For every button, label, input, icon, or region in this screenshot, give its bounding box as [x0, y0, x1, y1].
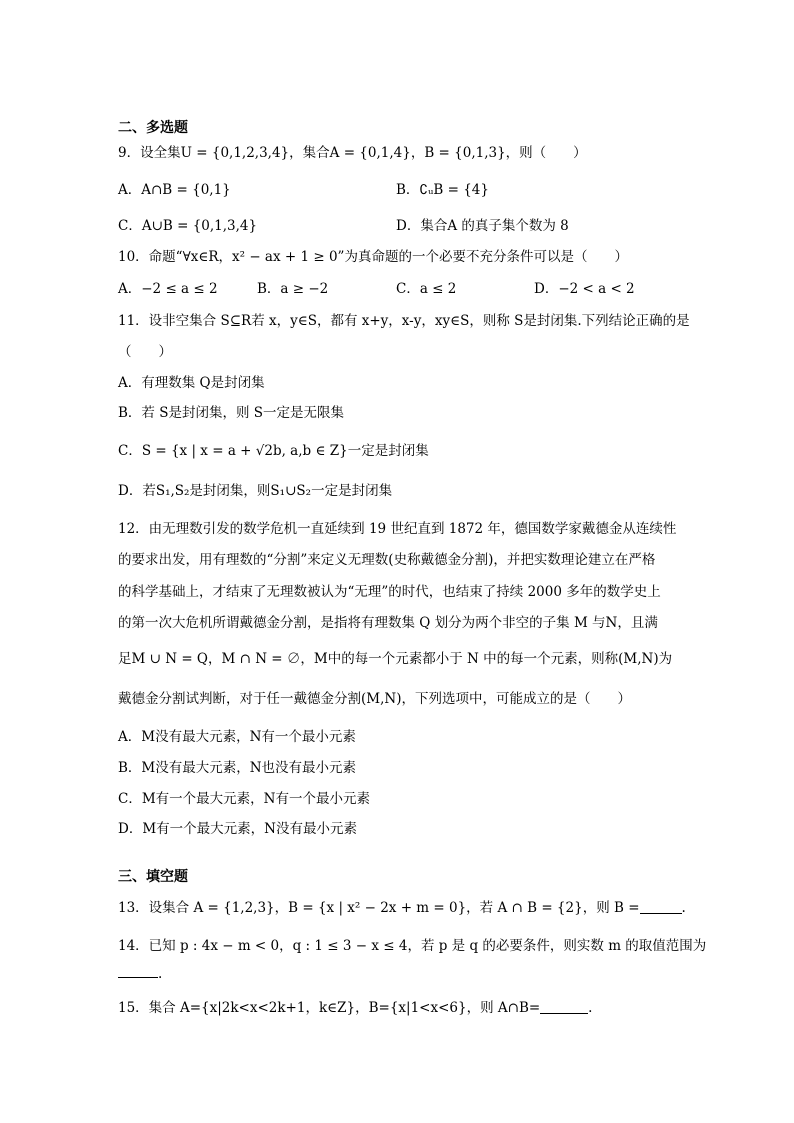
q14-text: 14．已知 p : 4x − m < 0，q : 1 ≤ 3 − x ≤ 4，若 p 是 q 的必要条件，则实数 m 的取值范围为 — [118, 938, 707, 954]
q13-answer-blank[interactable] — [640, 899, 682, 914]
q9-option-c: C．A∪B = {0,1,3,4} — [118, 218, 258, 234]
q12-line-4: 的第一次大危机所谓戴德金分割，是指将有理数集 Q 划分为两个非空的子集 M 与N，且满 — [118, 615, 658, 631]
q10-option-c: C．a ≤ 2 — [396, 281, 457, 297]
q11-stem: 11．设非空集合 S⊆R若 x，y∈S，都有 x+y，x-y，xy∈S，则称 S是封闭集.下列结论正确的是 — [118, 313, 690, 329]
q12-option-a: A．M没有最大元素，N有一个最小元素 — [118, 729, 356, 745]
q9-option-b: B．∁ᵤB = {4} — [396, 182, 489, 198]
q9-option-a: A．A∩B = {0,1} — [118, 182, 231, 198]
q10-option-d: D．−2 < a < 2 — [534, 281, 635, 297]
q15-period: . — [588, 1000, 593, 1016]
q14-answer-line — [118, 965, 162, 983]
q12-option-b: B．M没有最大元素，N也没有最小元素 — [118, 760, 357, 776]
q11-option-d: D．若S₁,S₂是封闭集，则S₁∪S₂一定是封闭集 — [118, 483, 393, 499]
q9-stem: 9．设全集U = {0,1,2,3,4}，集合A = {0,1,4}，B = {0,1,3}，则（ ） — [118, 145, 587, 161]
q14-answer-blank[interactable] — [118, 967, 158, 978]
q12-line-6: 戴德金分割试判断，对于任一戴德金分割(M,N)，下列选项中，可能成立的是（ ） — [118, 691, 631, 707]
q15-text: 15．集合 A={x|2k<x<2k+1，k∈Z}，B={x|1<x<6}，则 A∩B= — [118, 1000, 541, 1016]
q13-text: 13．设集合 A = {1,2,3}，B = {x | x² − 2x + m = 0}，若 A ∩ B = {2}，则 B = — [118, 900, 640, 916]
section-heading-multi-choice: 二、多选题 — [118, 120, 188, 136]
section-heading-fill-blank: 三、填空题 — [118, 869, 188, 885]
q14-period: . — [158, 966, 163, 982]
q12-line-1: 12．由无理数引发的数学危机一直延续到 19 世纪直到 1872 年，德国数学家戴德金从连续性 — [118, 521, 677, 537]
q10-option-b: B．a ≥ −2 — [257, 281, 329, 297]
q13-period: . — [681, 900, 686, 916]
q11-option-a: A．有理数集 Q是封闭集 — [118, 375, 265, 391]
q15-answer-blank[interactable] — [540, 999, 588, 1014]
q11-option-c: C．S = {x | x = a + √2b, a,b ∈ Z}一定是封闭集 — [118, 443, 429, 459]
q12-line-2: 的要求出发，用有理数的“分割”来定义无理数(史称戴德金分割)，并把实数理论建立在严格 — [118, 552, 656, 568]
q15-line — [118, 999, 592, 1017]
q13-line — [118, 899, 686, 917]
q12-option-d: D．M有一个最大元素，N没有最小元素 — [118, 821, 357, 837]
q10-option-a: A．−2 ≤ a ≤ 2 — [118, 281, 218, 297]
q12-option-c: C．M有一个最大元素，N有一个最小元素 — [118, 791, 370, 807]
q11-option-b: B．若 S是封闭集，则 S一定是无限集 — [118, 405, 344, 421]
q10-stem: 10．命题“∀x∈R，x² − ax + 1 ≥ 0”为真命题的一个必要不充分条件可以是（ ） — [118, 249, 628, 265]
q9-option-d: D．集合A 的真子集个数为 8 — [396, 218, 569, 234]
q12-line-5: 足M ∪ N = Q，M ∩ N = ∅，M中的每一个元素都小于 N 中的每一个元素，则称(M,N)为 — [118, 651, 673, 667]
q12-line-3: 的科学基础上，才结束了无理数被认为“无理”的时代，也结束了持续 2000 多年的数学史上 — [118, 584, 661, 600]
q11-stem-paren: （ ） — [118, 344, 172, 360]
